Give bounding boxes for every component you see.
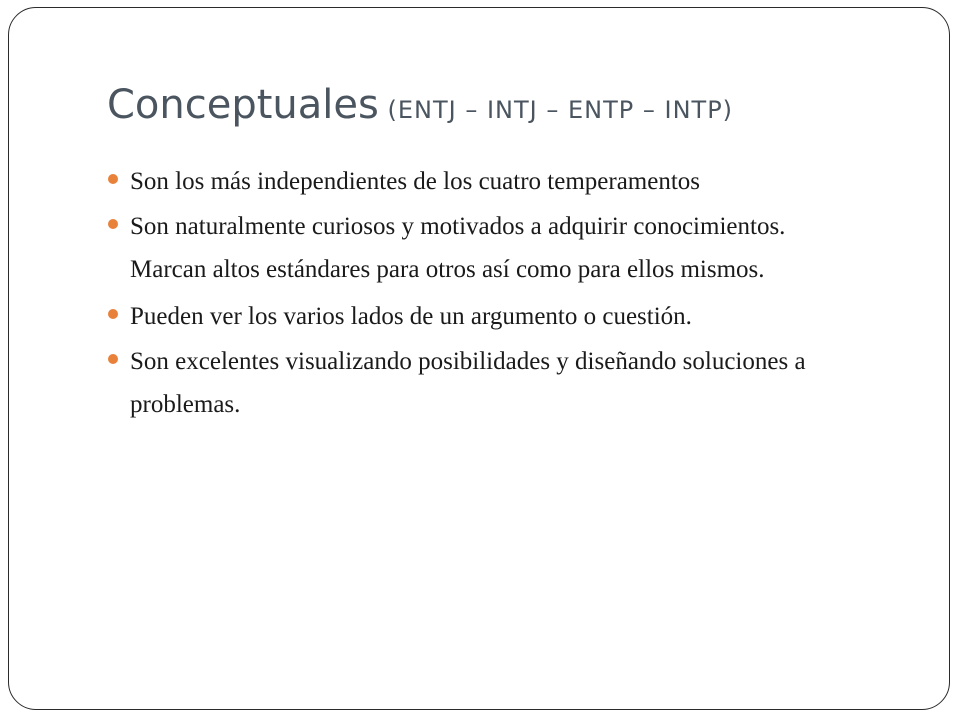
bullet-text: Son naturalmente curiosos y motivados a adquirir conocimientos. Marcan altos estándares para otros así como para ellos mismos.: [130, 213, 786, 283]
slide-title-subtitle: (ENTJ – INTJ – ENTP – INTP): [378, 96, 734, 124]
bullet-text: Pueden ver los varios lados de un argumento o cuestión.: [130, 303, 692, 330]
bullet-item: [106, 205, 866, 291]
slide-title: [107, 82, 733, 128]
bullet-item: [106, 340, 866, 426]
bullet-text: Son excelentes visualizando posibilidades y diseñando soluciones a problemas.: [130, 348, 806, 418]
bullet-dot-icon: [108, 219, 118, 229]
bullet-dot-icon: [108, 174, 118, 184]
bullet-dot-icon: [108, 309, 118, 319]
bullet-list: [106, 160, 866, 426]
bullet-item: [106, 160, 866, 203]
bullet-item: [106, 295, 866, 338]
bullet-text: Son los más independientes de los cuatro temperamentos: [130, 168, 701, 195]
bullet-dot-icon: [108, 354, 118, 364]
slide-title-main: Conceptuales: [107, 82, 379, 128]
